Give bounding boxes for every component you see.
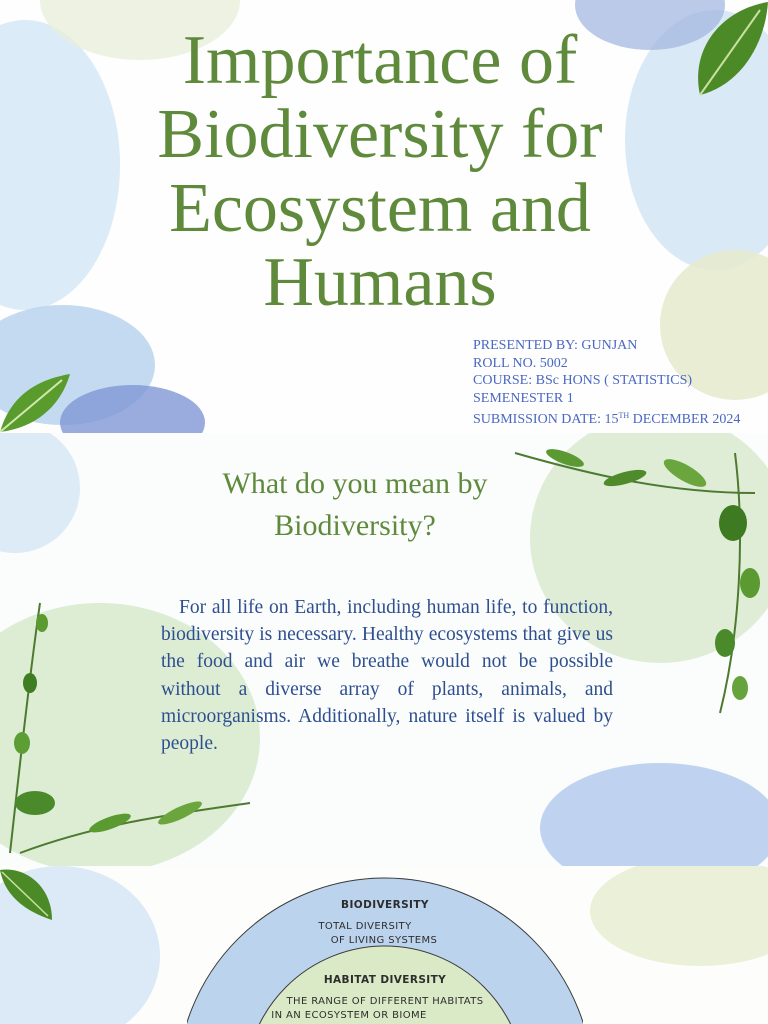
course: COURSE: BSc HONS ( STATISTICS) (473, 373, 693, 388)
definition-slide (0, 433, 768, 866)
outer-desc-line1: TOTAL DIVERSITY (318, 921, 412, 932)
leaf-icon-bottom-left (0, 372, 72, 433)
watercolor-blob-right (590, 866, 768, 966)
presenter-info (473, 337, 763, 429)
submission-date-rest: DECEMBER 2024 (629, 412, 741, 427)
watercolor-blob-left (0, 20, 120, 310)
title-slide (0, 0, 768, 433)
semester: SEMENESTER 1 (473, 390, 574, 406)
submission-date-prefix: SUBMISSION DATE: 15 (473, 412, 619, 427)
inner-label: HABITAT DIVERSITY (323, 974, 447, 986)
presentation-title: Importance of Biodiversity for Ecosystem and Humans (157, 22, 603, 321)
definition-paragraph: For all life on Earth, including human life, to function, biodiversity is necessary. Healthy ecosystems that give us the food and air we breathe would not be possible without a diverse array of plants, animals, and microorganisms. Additionally, nature itself is valued by people. (161, 597, 613, 755)
leaf-icon-top-left (0, 866, 55, 922)
biodiversity-diagram (187, 876, 583, 1024)
inner-desc-line2: IN AN ECOSYSTEM OR BIOME (271, 1010, 427, 1021)
inner-desc-line1: THE RANGE OF DIFFERENT HABITATS (286, 996, 484, 1007)
submission-date (473, 407, 763, 429)
watercolor-blob-left (0, 433, 80, 553)
presented-by: PRESENTED BY: GUNJAN (473, 338, 638, 353)
outer-label: BIODIVERSITY (341, 899, 429, 911)
submission-date-suffix-sup: TH (618, 411, 630, 420)
roll-number: ROLL NO. 5002 (473, 355, 568, 371)
watercolor-blob-bottom-right (540, 763, 768, 866)
section-heading: What do you mean by Biodiversity? (222, 467, 488, 542)
outer-desc-line2: OF LIVING SYSTEMS (330, 935, 438, 946)
diagram-slide (0, 866, 768, 1024)
leaf-icon-top-right (690, 0, 768, 100)
